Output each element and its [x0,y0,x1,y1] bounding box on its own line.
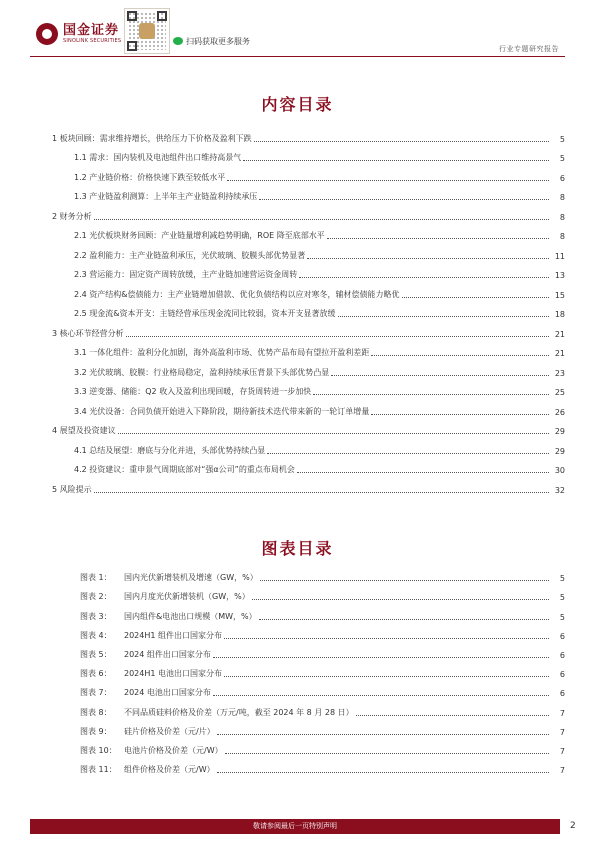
toc-subsection-entry[interactable] [52,397,565,417]
page-number: 2 [570,821,576,831]
figure-label: 图表 1： [80,573,112,583]
toc-entry-page: 26 [554,407,565,417]
dot-leader [126,336,549,337]
header-divider [30,56,565,57]
figure-title: 不同品质硅料价格及价差（万元/吨，截至 2024 年 8 月 28 日） [124,707,354,717]
figure-page: 6 [559,689,565,699]
toc-subsection-entry[interactable] [52,144,565,164]
toc-entry-page: 18 [554,310,565,319]
toc-section-entry[interactable] [52,202,565,222]
figure-label: 图表 2： [80,592,112,602]
toc-title: 内容目录 [261,95,334,114]
toc-entry-title: 3.2 光伏玻璃、胶膜：行业格局稳定，盈利持续承压背景下头部优势凸显 [74,367,330,377]
figure-label: 图表 8： [80,707,112,717]
figure-title: 2024 组件出口国家分布 [124,649,211,659]
toc-subsection-entry[interactable] [52,339,565,359]
figure-page: 6 [559,631,565,641]
dot-leader [267,453,549,454]
toc-entry-page: 30 [554,466,565,475]
toc-subsection-entry[interactable] [52,456,565,476]
toc-section-entry[interactable] [52,319,565,339]
dot-leader [252,599,549,600]
figure-page: 6 [559,650,565,660]
figure-label: 图表 7： [80,688,112,698]
toc-entry-title: 1.1 需求：国内装机及电池组件出口维持高景气 [74,153,242,162]
dot-leader [94,219,549,220]
dot-leader [371,355,549,356]
toc-entry-page: 5 [559,154,565,163]
figure-list [80,564,565,775]
dot-leader [297,472,549,473]
toc-entry-title: 4.2 投资建议：重申景气周期底部对“强α公司”的重点布局机会 [74,465,295,474]
dot-leader [327,238,549,239]
figure-page: 5 [559,612,565,622]
figure-label: 图表 11： [80,765,117,775]
dot-leader [224,638,549,639]
figure-label: 图表 4： [80,630,112,640]
figure-list-title: 图表目录 [261,539,334,558]
figure-title: 2024 电池出口国家分布 [124,688,211,698]
toc-entry-title: 2.4 资产结构&偿债能力：主产业链增加借款、优化负债结构以应对寒冬，辅材偿债能力略优 [74,289,400,299]
company-logo [36,20,121,48]
figure-entry[interactable] [80,622,565,641]
logo-english-name: SINOLINK SECURITIES [63,38,122,44]
dot-leader [118,433,549,434]
qr-code-icon[interactable] [124,8,170,54]
figure-title: 国内光伏新增装机及增速（GW，%） [124,573,258,583]
figure-entry[interactable] [80,564,565,583]
toc-entry-title: 2 财务分析 [52,211,92,221]
figure-page: 7 [559,708,565,718]
dot-leader [213,657,549,658]
toc-entry-title: 5 风险提示 [52,484,92,494]
toc-entry-page: 11 [554,251,565,261]
toc-entry-page: 6 [559,173,565,183]
dot-leader [259,199,549,200]
dot-leader [217,734,549,735]
dot-leader [254,141,549,142]
toc-section-entry[interactable] [52,124,565,144]
dot-leader [259,619,549,620]
logo-chinese-name: 国金证券 [63,23,120,38]
toc-entry-title: 2.2 盈利能力：主产业链盈利承压，光伏玻璃、胶膜头部优势显著 [74,250,306,260]
figure-entry[interactable] [80,641,565,660]
figure-title: 硅片价格及价差（元/片） [124,726,215,736]
dot-leader [94,492,549,493]
dot-leader [331,375,549,376]
report-type-label: 行业专题研究报告 [499,45,559,53]
toc-list [52,124,565,495]
figure-page: 5 [559,593,565,603]
toc-subsection-entry[interactable] [52,222,565,242]
dot-leader [313,394,549,395]
figure-page: 7 [559,746,565,756]
figure-title: 组件价格及价差（元/W） [124,765,215,775]
toc-entry-title: 4.1 总结及展望：磨底与分化并进，头部优势持续凸显 [74,445,266,455]
figure-label: 图表 9： [80,726,112,736]
toc-subsection-entry[interactable] [52,358,565,378]
figure-title: 国内组件&电池出口规模（MW，%） [124,611,257,621]
toc-subsection-entry[interactable] [52,300,565,320]
toc-entry-page: 25 [554,388,565,397]
dot-leader [243,160,549,161]
toc-entry-page: 29 [554,427,565,436]
figure-entry[interactable] [80,602,565,621]
toc-subsection-entry[interactable] [52,241,565,261]
figure-title: 2024H1 电池出口国家分布 [124,669,223,679]
figure-entry[interactable] [80,737,565,756]
toc-subsection-entry[interactable] [52,280,565,300]
figure-title: 国内月度光伏新增装机（GW，%） [124,592,250,602]
toc-entry-page: 21 [554,349,565,358]
dot-leader [371,414,549,415]
toc-entry-page: 21 [554,329,565,339]
figure-entry[interactable] [80,698,565,717]
toc-entry-page: 13 [554,271,565,280]
figure-entry[interactable] [80,679,565,698]
footer-bar [30,819,560,834]
figure-entry[interactable] [80,718,565,737]
dot-leader [225,753,549,754]
toc-entry-page: 8 [559,193,565,202]
toc-entry-title: 2.5 现金流&资本开支：主链经营承压现金流同比较弱，资本开支显著放缓 [74,309,336,318]
figure-title: 电池片价格及价差（元/W） [124,745,223,755]
toc-entry-title: 3.1 一体化组件：盈利分化加剧，海外高盈利市场、优势产品布局有望拉开盈利差距 [74,348,370,357]
figure-label: 图表 6： [80,669,112,679]
toc-entry-title: 2.3 营运能力：固定资产周转放缓，主产业链加速营运资金周转 [74,270,298,279]
figure-label: 图表 10： [80,745,117,755]
dot-leader [260,580,549,581]
toc-subsection-entry[interactable] [52,163,565,183]
toc-subsection-entry[interactable] [52,378,565,398]
toc-entry-page: 23 [554,368,565,378]
logo-mark-icon [36,23,58,45]
figure-title: 2024H1 组件出口国家分布 [124,630,223,640]
toc-entry-page: 8 [559,212,565,222]
toc-entry-title: 2.1 光伏板块财务回顾：产业链量增利减趋势明确，ROE 降至底部水平 [74,231,325,240]
toc-entry-title: 3 核心环节经营分析 [52,328,124,338]
figure-entry[interactable] [80,660,565,679]
dot-leader [213,695,549,696]
toc-entry-title: 3.4 光伏设备：合同负债开始进入下降阶段，期待新技术迭代带来新的一轮订单增量 [74,406,370,416]
dot-leader [338,316,549,317]
toc-entry-title: 1.3 产业链盈利测算：上半年主产业链盈利持续承压 [74,192,258,201]
figure-page: 7 [559,766,565,776]
toc-entry-title: 3.3 逆变器、储能：Q2 收入及盈利出现回暖，存货周转进一步加快 [74,387,312,396]
toc-entry-page: 5 [559,134,565,144]
figure-label: 图表 3： [80,611,112,621]
figure-label: 图表 5： [80,649,112,659]
toc-entry-page: 15 [554,290,565,300]
toc-entry-title: 1 板块回顾：需求维持增长，供给压力下价格及盈利下跌 [52,133,252,143]
toc-subsection-entry[interactable] [52,436,565,456]
footer-disclaimer: 敬请参阅最后一页特别声明 [253,822,337,830]
figure-page: 5 [559,574,565,584]
toc-section-entry[interactable] [52,475,565,495]
scan-prompt: 扫码获取更多服务 [186,37,250,46]
figure-entry[interactable] [80,756,565,775]
dot-leader [356,715,549,716]
dot-leader [307,258,549,259]
toc-entry-page: 29 [554,446,565,456]
dot-leader [224,676,549,677]
toc-entry-title: 4 展望及投资建议 [52,426,116,435]
toc-entry-page: 8 [559,232,565,241]
toc-entry-title: 1.2 产业链价格：价格快速下跌至较低水平 [74,172,226,182]
page-header [0,0,595,62]
toc-entry-page: 32 [554,485,565,495]
figure-page: 7 [559,727,565,737]
wechat-icon [173,37,183,45]
dot-leader [299,277,549,278]
figure-page: 6 [559,670,565,680]
dot-leader [217,772,549,773]
toc-subsection-entry[interactable] [52,261,565,281]
figure-entry[interactable] [80,583,565,602]
toc-subsection-entry[interactable] [52,183,565,203]
dot-leader [402,297,550,298]
toc-section-entry[interactable] [52,417,565,437]
dot-leader [227,180,549,181]
